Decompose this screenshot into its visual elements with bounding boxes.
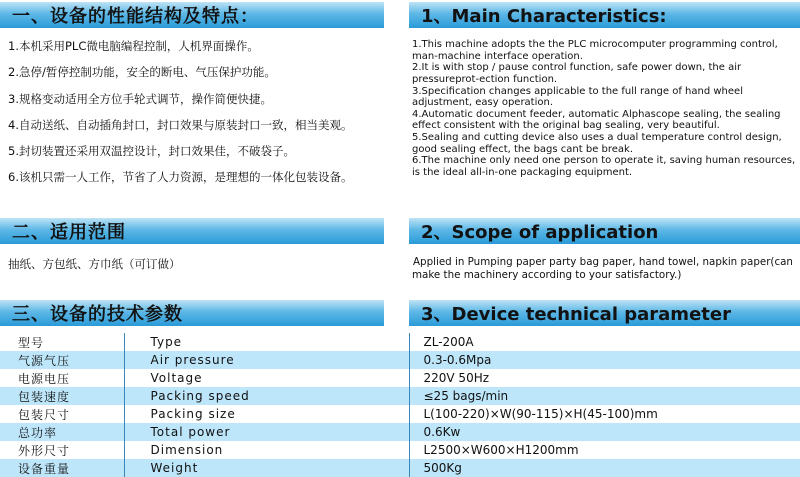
list-item: 1.This machine adopts the the PLC microcomputer programming control, man-machine interface operation. xyxy=(412,39,778,62)
table-row xyxy=(0,459,800,477)
list-item: 1.本机采用PLC微电脑编程控制，人机界面操作。 xyxy=(8,40,259,53)
table-row xyxy=(0,333,800,351)
scope-cn-text: 抽纸、方包纸、方巾纸（可订做） xyxy=(8,257,181,271)
param-value: 0.6Kw xyxy=(409,423,800,441)
param-cn-label: 型号 xyxy=(18,335,45,350)
table-row xyxy=(0,405,800,423)
param-en-label: Weight xyxy=(124,459,409,477)
features-en-header: 1、Main Characteristics: xyxy=(409,2,800,28)
list-item: 3.Specification changes applicable to the full range of hand wheel adjustment, easy operation. xyxy=(412,85,743,109)
param-cn-label: 设备重量 xyxy=(0,459,124,477)
param-en-label: Packing speed xyxy=(124,387,409,405)
param-en-label: Voltage xyxy=(124,369,409,387)
table-row xyxy=(0,423,800,441)
params-cn-header: 三、设备的技术参数 xyxy=(0,300,384,326)
list-item: 2.急停/暂停控制功能，安全的断电、气压保护功能。 xyxy=(8,66,276,80)
scope-cn-header: 二、适用范围 xyxy=(0,218,384,244)
features-en-list xyxy=(412,39,798,179)
list-item: 4.自动送纸、自动插角封口，封口效果与原装封口一致，相当美观。 xyxy=(8,118,353,132)
param-value: ≤25 bags/min xyxy=(409,387,800,405)
param-cn-label: 外形尺寸 xyxy=(18,443,71,458)
param-cn-label: 包装速度 xyxy=(0,387,124,405)
list-item: 6.该机只需一人工作，节省了人力资源，是理想的一体化包装设备。 xyxy=(8,171,353,185)
params-table xyxy=(0,333,800,477)
param-value: L(100-220)×W(90-115)×H(45-100)mm xyxy=(409,405,800,423)
table-row xyxy=(0,441,800,459)
table-row xyxy=(0,387,800,405)
list-item: 3.规格变动适用全方位手轮式调节，操作简便快捷。 xyxy=(8,92,272,106)
param-value: 220V 50Hz xyxy=(409,369,800,387)
param-en-label: Packing size xyxy=(124,405,409,423)
list-item: 5.封切装置还采用双温控设计，封口效果佳，不破袋子。 xyxy=(8,145,295,159)
table-row xyxy=(0,369,800,387)
param-cn-label: 总功率 xyxy=(0,423,124,441)
features-cn-list xyxy=(8,40,388,198)
list-item: 2.It is with stop / pause control function, safe power down, the air pressureprot-ection function. xyxy=(412,62,742,85)
param-value: L2500×W600×H1200mm xyxy=(409,441,800,459)
param-value: ZL-200A xyxy=(409,333,800,351)
param-en-label: Type xyxy=(124,333,409,351)
features-cn-header: 一、设备的性能结构及特点： xyxy=(0,2,384,28)
params-en-header: 3、Device technical parameter xyxy=(409,300,800,326)
param-en-label: Dimension xyxy=(124,441,409,459)
param-en-label: Air pressure xyxy=(124,351,409,369)
param-en-label: Total power xyxy=(124,423,409,441)
param-value: 0.3-0.6Mpa xyxy=(409,351,800,369)
scope-en-text: Applied in Pumping paper party bag paper, hand towel, napkin paper(can make the machinery according to your satisfactory.) xyxy=(412,256,793,281)
scope-en-header: 2、Scope of application xyxy=(409,218,800,244)
list-item: 6.The machine only need one person to operate it, saving human resources, is the ideal all-in-one packaging equipment. xyxy=(412,155,796,178)
list-item: 5.Sealing and cutting device also uses a dual temperature control design, good sealing effect, the bags cant be break. xyxy=(412,132,782,155)
param-cn-label: 电源电压 xyxy=(18,371,71,386)
param-cn-label: 气源气压 xyxy=(0,351,124,369)
param-value: 500Kg xyxy=(409,459,800,477)
list-item: 4.Automatic document feeder, automatic Alphascope sealing, the sealing effect consistent with the original bag sealing, very beautiful. xyxy=(412,108,781,132)
table-row xyxy=(0,351,800,369)
param-cn-label: 包装尺寸 xyxy=(18,407,71,422)
